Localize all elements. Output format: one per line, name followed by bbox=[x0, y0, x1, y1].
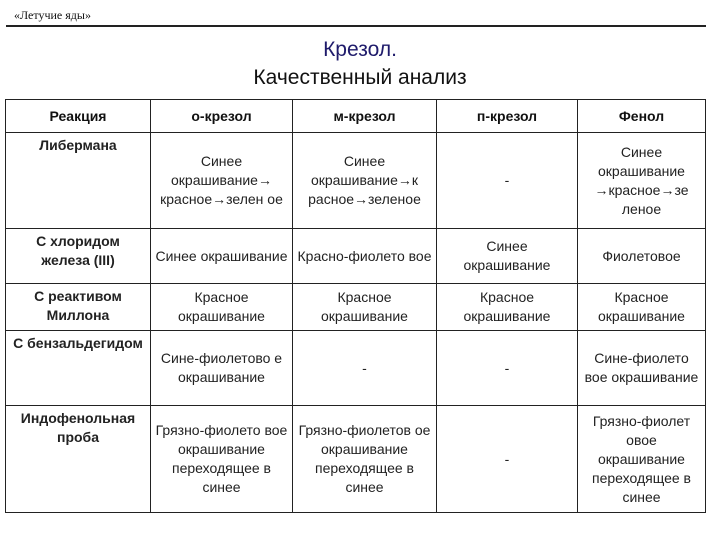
table-cell: Сине-фиолето вое окрашивание bbox=[578, 331, 706, 406]
table-header-row bbox=[6, 100, 706, 133]
table-cell: Грязно-фиолет овое окрашивание переходящее в синее bbox=[578, 406, 706, 513]
page-title: Крезол. bbox=[323, 38, 397, 61]
table-cell: Грязно-фиолето вое окрашивание переходящее в синее bbox=[151, 406, 293, 513]
table-cell: - bbox=[293, 331, 437, 406]
column-header: Фенол bbox=[578, 100, 706, 133]
table-cell: Синее окрашивание→к расное→зеленое bbox=[293, 133, 437, 229]
table-cell: Синее окрашивание→ красное→зелен ое bbox=[151, 133, 293, 229]
table-cell: Синее окрашивание bbox=[437, 229, 578, 284]
table-cell: Красное окрашивание bbox=[293, 284, 437, 331]
table-row bbox=[6, 406, 706, 513]
reaction-name: С хлоридом железа (III) bbox=[6, 229, 151, 284]
table-row bbox=[6, 229, 706, 284]
table-cell: Фиолетовое bbox=[578, 229, 706, 284]
reaction-name: С бензальдегидом bbox=[6, 331, 151, 406]
column-header: м-крезол bbox=[293, 100, 437, 133]
header-divider bbox=[6, 25, 706, 27]
column-header: п-крезол bbox=[437, 100, 578, 133]
table-cell: Синее окрашивание →красное→зе леное bbox=[578, 133, 706, 229]
page-subtitle: Качественный анализ bbox=[253, 66, 467, 89]
table-row bbox=[6, 284, 706, 331]
column-header: о-крезол bbox=[151, 100, 293, 133]
table-cell: - bbox=[437, 133, 578, 229]
table-cell: - bbox=[437, 406, 578, 513]
column-header: Реакция bbox=[6, 100, 151, 133]
table-cell: Красно-фиолето вое bbox=[293, 229, 437, 284]
table-cell: Синее окрашивание bbox=[151, 229, 293, 284]
reactions-table bbox=[5, 99, 706, 513]
table-row bbox=[6, 331, 706, 406]
table-cell: Красное окрашивание bbox=[578, 284, 706, 331]
table-cell: Красное окрашивание bbox=[437, 284, 578, 331]
table-cell: Грязно-фиолетов ое окрашивание переходящее в синее bbox=[293, 406, 437, 513]
reaction-name: Индофенольная проба bbox=[6, 406, 151, 513]
table-cell: - bbox=[437, 331, 578, 406]
table-cell: Сине-фиолетово е окрашивание bbox=[151, 331, 293, 406]
table-cell: Красное окрашивание bbox=[151, 284, 293, 331]
header-label: «Летучие яды» bbox=[14, 8, 91, 22]
reaction-name: Либермана bbox=[6, 133, 151, 229]
reaction-name: С реактивом Миллона bbox=[6, 284, 151, 331]
table-row bbox=[6, 133, 706, 229]
